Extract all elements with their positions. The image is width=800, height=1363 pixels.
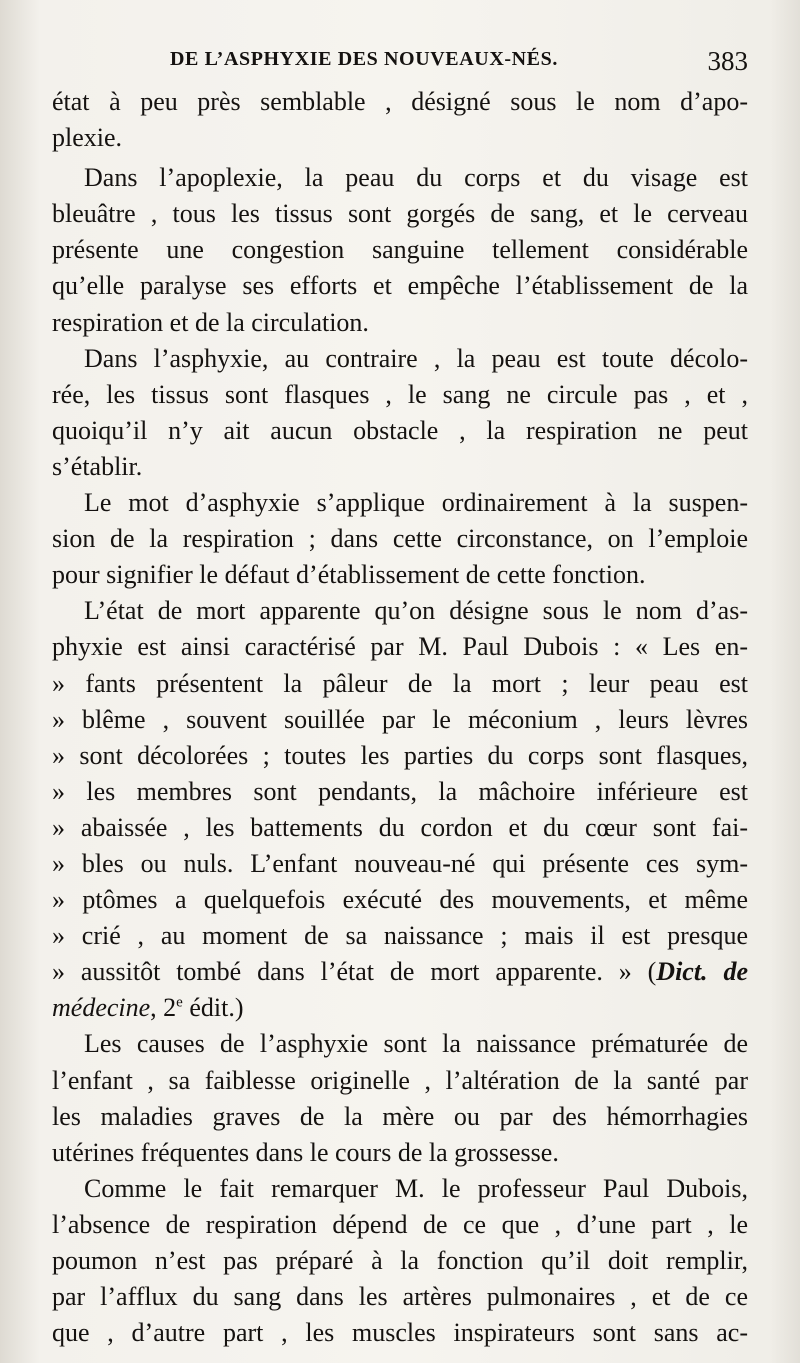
reference-title: Dict. de xyxy=(656,957,748,987)
page-header xyxy=(52,48,748,84)
text-line: Dans l’asphyxie, au contraire , la peau est toute décolo- xyxy=(84,343,748,373)
text-line: par l’afflux du sang dans les artères pulmonaires , et de ce xyxy=(52,1282,748,1312)
text-line: présente une congestion sanguine tellement considérable xyxy=(52,235,748,265)
text-line: » bles ou nuls. L’enfant nouveau-né qui présente ces sym- xyxy=(52,848,748,878)
text-line: l’enfant , sa faiblesse originelle , l’altération de la santé par xyxy=(52,1065,748,1095)
text-line: rée, les tissus sont flasques , le sang ne circule pas , et , xyxy=(52,379,748,409)
text-line: » fants présentent la pâleur de la mort ; leur peau est xyxy=(52,668,748,698)
text-line: L’état de mort apparente qu’on désigne sous le nom d’as- xyxy=(84,596,748,626)
text-line: respiration et de la circulation. xyxy=(52,307,369,337)
text-line: » blême , souvent souillée par le méconium , leurs lèvres xyxy=(52,704,748,734)
text-line: » crié , au moment de sa naissance ; mais il est presque xyxy=(52,921,748,951)
running-title: DE L’ASPHYXIE DES NOUVEAUX-NÉS. xyxy=(170,48,558,70)
edition-tail: édit.) xyxy=(182,993,244,1023)
text-line: » abaissée , les battements du cordon et du cœur sont fai- xyxy=(52,812,748,842)
text-line: sion de la respiration ; dans cette circonstance, on l’emploie xyxy=(52,524,748,554)
text-line: Les causes de l’asphyxie sont la naissance prématurée de xyxy=(84,1029,748,1059)
text-line: » les membres sont pendants, la mâchoire inférieure est xyxy=(52,776,748,806)
text-line: l’absence de respiration dépend de ce que , d’une part , le xyxy=(52,1209,748,1239)
text-line: poumon n’est pas préparé à la fonction qu’il doit remplir, xyxy=(52,1246,748,1275)
text-line: Dans l’apoplexie, la peau du corps et du visage est xyxy=(84,163,748,193)
text-line: pour signifier le défaut d’établissement de cette fonction. xyxy=(52,560,646,590)
page-number: 383 xyxy=(707,46,748,76)
text-line: Le mot d’asphyxie s’applique ordinairement à la suspen- xyxy=(84,488,748,518)
edition-superscript: e xyxy=(176,994,183,1011)
text-line: s’établir. xyxy=(52,451,143,481)
text-line: les maladies graves de la mère ou par des hémorrhagies xyxy=(52,1101,748,1131)
edition-number: , 2 xyxy=(150,993,177,1023)
text-line: Comme le fait remarquer M. le professeur Paul Dubois, xyxy=(84,1173,748,1203)
citation-line xyxy=(52,954,748,990)
text-line: plexie. xyxy=(52,123,123,153)
citation-text: » aussitôt tombé dans l’état de mort apparente. » ( xyxy=(52,957,657,987)
text-line: utérines fréquentes dans le cours de la grossesse. xyxy=(52,1137,559,1167)
reference-title: médecine xyxy=(52,993,151,1023)
text-line: » ptômes a quelquefois exécuté des mouvements, et même xyxy=(52,885,748,915)
text-line: » sont décolorées ; toutes les parties du corps sont flasques, xyxy=(52,740,748,770)
text-line: état à peu près semblable , désigné sous le nom d’apo- xyxy=(52,87,748,116)
citation-line xyxy=(52,990,748,1026)
body-text xyxy=(52,84,748,1351)
text-line: phyxie est ainsi caractérisé par M. Paul Dubois : « Les en- xyxy=(52,632,748,662)
text-line: qu’elle paralyse ses efforts et empêche l’établissement de la xyxy=(52,271,748,301)
text-line: que , d’autre part , les muscles inspirateurs sont sans ac- xyxy=(52,1318,748,1348)
text-line: quoiqu’il n’y ait aucun obstacle , la respiration ne peut xyxy=(52,415,748,445)
text-line: bleuâtre , tous les tissus sont gorgés de sang, et le cerveau xyxy=(52,199,748,229)
